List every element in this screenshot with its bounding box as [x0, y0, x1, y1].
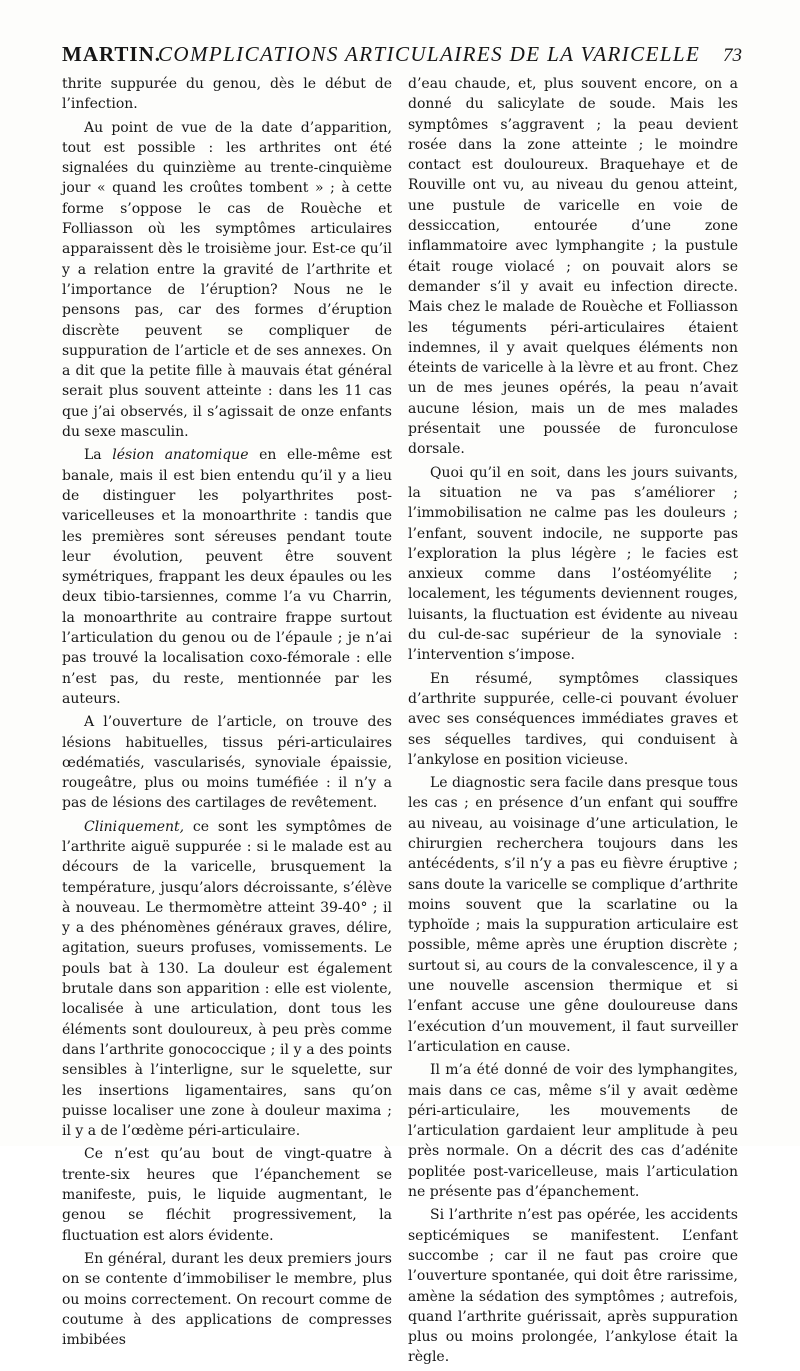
paragraph: A l’ouverture de l’article, on trouve des lésions habituelles, tissus péri-articulaires œdématiés, vascularisés, synoviale épaissie, rougeâtre, plus ou moins tuméfiée : il n’y a pas de lésions des cartilages de revêtement. [62, 714, 392, 812]
left-column [62, 74, 392, 1353]
paragraph: thrite suppurée du genou, dès le début de l’infection. [62, 76, 392, 113]
paragraph: Il m’a été donné de voir des lymphangites, mais dans ce cas, même s’il y avait œdème péri-articulaire, les mouvements de l’articulation gardaient leur amplitude à peu près normale. On a décrit des cas d’adénite poplitée post-varicelleuse, mais l’articulation ne présente pas d’épanchement. [408, 1062, 738, 1201]
right-column [408, 74, 738, 1371]
emphasis-term: Cliniquement, [84, 818, 185, 835]
paragraph: En général, durant les deux premiers jours on se contente d’immobiliser le membre, plus ou moins correctement. On recourt comme de coutume à des applications de compresses imbibées [62, 1250, 392, 1349]
paragraph: En résumé, symptômes classiques d’arthrite suppurée, celle-ci pouvant évoluer avec ses conséquences immédiates graves et ses séquelles tardives, qui conduisent à l’ankylose en position vicieuse. [408, 670, 738, 768]
paragraph: d’eau chaude, et, plus souvent encore, on a donné du salicylate de soude. Mais les symptômes s’aggravent ; la peau devient rosée dans la zone atteinte ; le moindre contact est douloureux. Braquehaye et de Rouville ont vu, au niveau du genou atteint, une pustule de varicelle en voie de dessiccation, entourée d’une zone inflammatoire avec lymphangite ; la pustule était rouge violacé ; on pouvait alors se demander s’il y avait eu infection directe. Mais chez le malade de Rouèche et Folliasson les téguments péri-articulaires étaient indemnes, il y avait quelques éléments non éteints de varicelle à la lèvre et au front. Chez un de mes jeunes opérés, la peau n’avait aucune lésion, mais un de mes malades présentait une poussée de furonculose dorsale. [408, 76, 738, 458]
running-head [62, 42, 742, 72]
emphasis-term: lésion anatomique [112, 447, 249, 464]
header-title: COMPLICATIONS ARTICULAIRES DE LA VARICELLE [158, 42, 701, 66]
paragraph-body: ce sont les symptômes de l’arthrite aiguë suppurée : si le malade est au décours de la varicelle, brusquement la température, jusqu’alors décroissante, s’élève à nouveau. Le thermomètre atteint 39-40° ; il y a des phénomènes généraux graves, délire, agitation, sueurs profuses, vomissements. Le pouls bat à 130. La douleur est également brutale dans son apparition : elle est violente, localisée à une articulation, dont tous les éléments sont douloureux, à peu près comme dans l’arthrite gonococcique ; il y a des points sensibles à l’interligne, sur le squelette, sur les insertions ligamentaires, sans qu’on puisse localiser une zone à douleur maxima ; il y a de l’œdème péri-articulaire. [62, 818, 392, 1140]
paragraph: Si l’arthrite n’est pas opérée, les accidents septicémiques se manifestent. L’enfant succombe ; car il ne faut pas croire que l’ouverture spontanée, qui doit être rarissime, amène la sédation des symptômes ; autrefois, quand l’arthrite guérissait, après suppuration plus ou moins prolongée, l’ankylose était la règle. [408, 1207, 738, 1366]
paragraph-body: en elle-même est banale, mais il est bien entendu qu’il y a lieu de distinguer les polyarthrites post-varicelleuses et la monoarthrite : tandis que les premières sont séreuses pendant toute leur évolution, peuvent être souvent symétriques, frappant les deux épaules ou les deux tibio-tarsiennes, comme l’a vu Charrin, la monoarthrite au contraire frappe surtout l’articulation du genou ou de l’épaule ; je n’ai pas trouvé la localisation coxo-fémorale : elle n’est pas, du reste, mentionnée par les auteurs. [62, 447, 393, 707]
paragraph: Au point de vue de la date d’apparition, tout est possible : les arthrites ont été signalées du quinzième au trente-cinquième jour « quand les croûtes tombent » ; à cette forme s’oppose le cas de Rouèche et Folliasson où les symptômes articulaires apparaissent dès le troisième jour. Est-ce qu’il y a relation entre la gravité de l’arthrite et l’importance de l’éruption? Nous ne le pensons pas, car des formes d’éruption discrète peuvent se compliquer de suppuration de l’article et de ses annexes. On a dit que la petite fille à mauvais état général serait plus souvent atteinte : dans les 11 cas que j’ai observés, il s’agissait de onze enfants du sexe masculin. [62, 119, 392, 441]
paragraph-lead: La [84, 447, 102, 464]
paragraph: Le diagnostic sera facile dans presque tous les cas ; en présence d’un enfant qui souffre au niveau, au voisinage d’une articulation, le chirurgien recherchera toujours dans les antécédents, s’il n’y a pas eu fièvre éruptive ; sans doute la varicelle se complique d’arthrite moins souvent que la scarlatine ou la typhoïde ; mais la suppuration articulaire est possible, même après une éruption discrète ; surtout si, au cours de la convalescence, il y a une nouvelle ascension thermique et si l’enfant accuse une gêne douloureuse dans l’exécution d’un mouvement, il faut surveiller l’articulation en cause. [408, 775, 738, 1055]
paragraph: Quoi qu’il en soit, dans les jours suivants, la situation ne va pas s’améliorer ; l’immobilisation ne calme pas les douleurs ; l’enfant, souvent indocile, ne supporte pas l’exploration la plus légère ; le facies est anxieux comme dans l’ostéomyélite ; localement, les téguments deviennent rouges, luisants, la fluctuation est évidente au niveau du cul-de-sac supérieur de la synoviale : l’intervention s’impose. [408, 464, 738, 664]
paragraph [62, 445, 392, 709]
paragraph [62, 817, 392, 1142]
header-author: MARTIN. [62, 42, 162, 66]
page-number: 73 [723, 45, 742, 66]
paragraph: Ce n’est qu’au bout de vingt-quatre à trente-six heures que l’épanchement se manifeste, puis, le liquide augmentant, le genou se fléchit progressivement, la fluctuation est alors évidente. [62, 1146, 392, 1244]
